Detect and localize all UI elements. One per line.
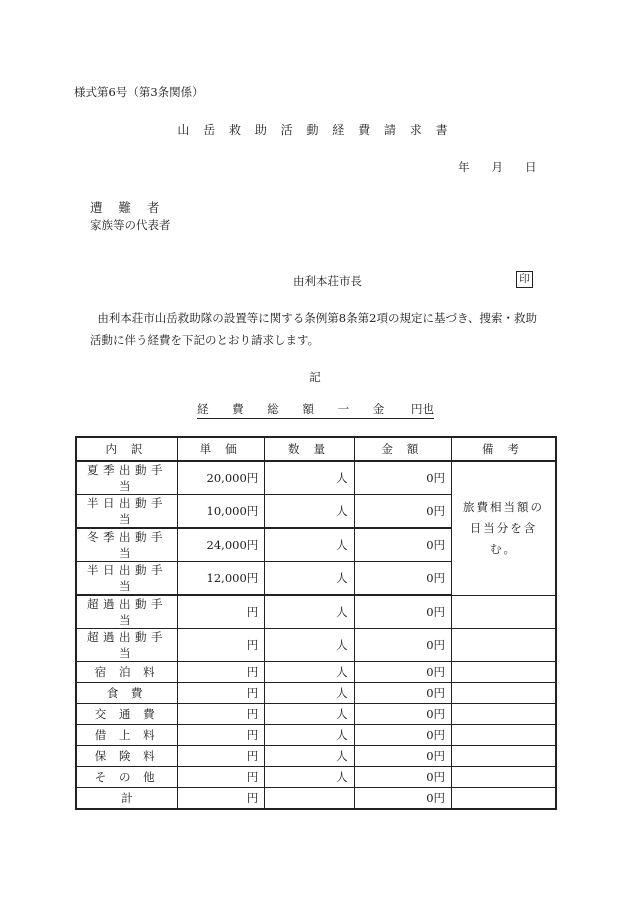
row-unit-price: 円 <box>177 662 264 683</box>
total-amount-line <box>197 401 434 419</box>
row-unit-price: 円 <box>177 629 264 662</box>
row-amount: 0円 <box>354 704 451 725</box>
row-quantity: 人 <box>265 562 354 596</box>
row-item: 交 通 費 <box>76 704 177 725</box>
date-day: 日 <box>525 160 537 174</box>
table-row <box>76 629 556 662</box>
row-quantity: 人 <box>265 746 354 767</box>
row-item: 超過出動手当 <box>76 629 177 662</box>
body-line-2: 活動に伴う経費を下記のとおり請求します。 <box>90 333 320 347</box>
expense-table <box>75 436 557 810</box>
row-item: 半日出動手当 <box>76 562 177 596</box>
table-row <box>76 725 556 746</box>
addressee: 由利本荘市長 <box>293 274 362 288</box>
row-item: そ の 他 <box>76 767 177 788</box>
row-quantity: 人 <box>265 595 354 629</box>
applicant-label: 遭 難 者 <box>90 200 166 215</box>
request-body <box>90 307 570 351</box>
row-note <box>452 704 556 725</box>
header-quantity: 数量 <box>265 437 354 461</box>
row-quantity: 人 <box>265 495 354 529</box>
row-amount: 0円 <box>354 562 451 596</box>
table-row <box>76 704 556 725</box>
row-amount: 0円 <box>354 629 451 662</box>
row-amount: 0円 <box>354 495 451 529</box>
row-item: 冬季出動手当 <box>76 528 177 562</box>
row-note <box>452 683 556 704</box>
row-unit-price: 円 <box>177 767 264 788</box>
row-quantity: 人 <box>265 461 354 495</box>
row-item: 食 費 <box>76 683 177 704</box>
row-unit-price: 円 <box>177 595 264 629</box>
table-header-row <box>76 437 556 461</box>
total-row-quantity <box>265 788 354 810</box>
row-quantity: 人 <box>265 629 354 662</box>
total-row <box>76 788 556 810</box>
total-row-amount: 0円 <box>354 788 451 810</box>
row-item: 超過出動手当 <box>76 595 177 629</box>
note-line-2: 日当分を含む。 <box>469 520 538 556</box>
row-unit-price: 円 <box>177 683 264 704</box>
row-unit-price: 10,000円 <box>177 495 264 529</box>
date-year: 年 <box>458 160 470 174</box>
row-unit-price: 24,000円 <box>177 528 264 562</box>
row-unit-price: 20,000円 <box>177 461 264 495</box>
header-note: 備考 <box>452 437 556 461</box>
note-cell <box>452 461 556 595</box>
row-quantity: 人 <box>265 528 354 562</box>
total-row-note <box>452 788 556 810</box>
row-item: 借 上 料 <box>76 725 177 746</box>
header-unit-price: 単価 <box>177 437 264 461</box>
row-unit-price: 円 <box>177 725 264 746</box>
table-row <box>76 767 556 788</box>
date-month: 月 <box>491 160 503 174</box>
row-item: 半日出動手当 <box>76 495 177 529</box>
table-row <box>76 683 556 704</box>
table-row <box>76 595 556 629</box>
total-unit: 円也 <box>411 402 434 416</box>
header-amount: 金額 <box>354 437 451 461</box>
row-quantity: 人 <box>265 767 354 788</box>
row-item: 夏季出動手当 <box>76 461 177 495</box>
row-quantity: 人 <box>265 662 354 683</box>
form-number: 様式第6号（第3条関係） <box>74 85 204 99</box>
row-amount: 0円 <box>354 662 451 683</box>
row-unit-price: 円 <box>177 746 264 767</box>
total-label: 経 費 総 額 一 金 <box>197 402 395 416</box>
document-title: 山 岳 救 助 活 動 経 費 請 求 書 <box>177 123 453 137</box>
row-note <box>452 725 556 746</box>
table-row <box>76 662 556 683</box>
row-note <box>452 767 556 788</box>
row-note <box>452 746 556 767</box>
row-unit-price: 12,000円 <box>177 562 264 596</box>
row-amount: 0円 <box>354 461 451 495</box>
row-item: 保 険 料 <box>76 746 177 767</box>
row-amount: 0円 <box>354 746 451 767</box>
header-item: 内訳 <box>76 437 177 461</box>
row-quantity: 人 <box>265 704 354 725</box>
row-amount: 0円 <box>354 683 451 704</box>
row-amount: 0円 <box>354 767 451 788</box>
note-line-1: 旅費相当額の <box>463 499 545 514</box>
row-amount: 0円 <box>354 595 451 629</box>
row-amount: 0円 <box>354 725 451 746</box>
row-note <box>452 595 556 629</box>
row-amount: 0円 <box>354 528 451 562</box>
seal-mark: 印 <box>516 271 533 288</box>
ki-heading: 記 <box>309 370 321 384</box>
row-note <box>452 629 556 662</box>
row-unit-price: 円 <box>177 704 264 725</box>
total-row-unit-price: 円 <box>177 788 264 810</box>
table-row <box>76 746 556 767</box>
total-row-label: 計 <box>76 788 177 810</box>
date-line <box>458 159 537 175</box>
row-quantity: 人 <box>265 725 354 746</box>
row-item: 宿 泊 料 <box>76 662 177 683</box>
applicant-sublabel: 家族等の代表者 <box>90 218 171 232</box>
row-note <box>452 662 556 683</box>
row-quantity: 人 <box>265 683 354 704</box>
body-line-1: 由利本荘市山岳救助隊の設置等に関する条例第8条第2項の規定に基づき、捜索・救助 <box>97 311 537 325</box>
table-row <box>76 461 556 495</box>
